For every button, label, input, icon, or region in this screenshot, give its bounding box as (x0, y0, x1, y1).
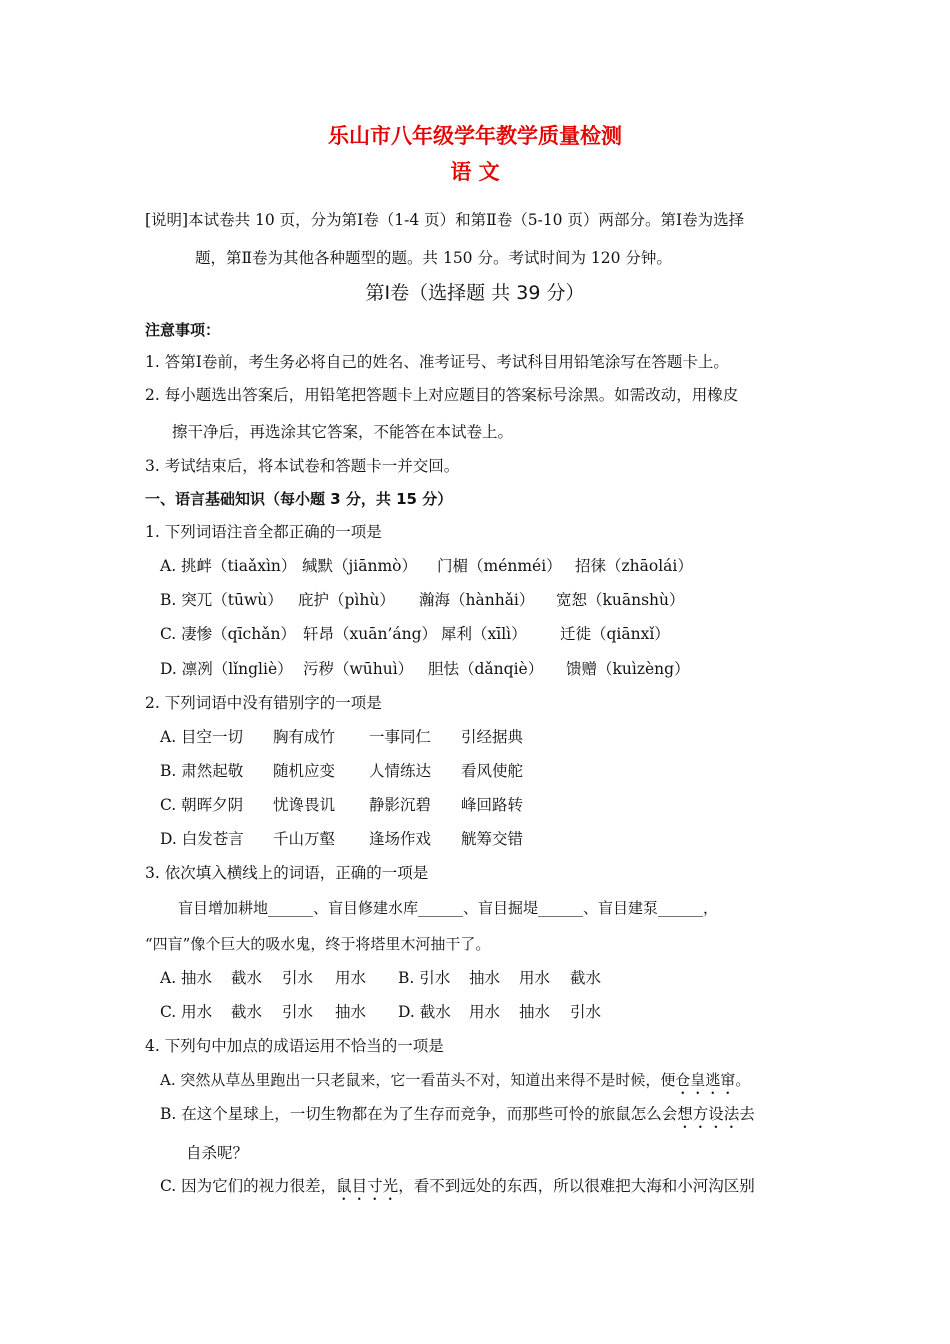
q1-b-4: 宽恕（kuānshù） (556, 591, 685, 609)
q2-d-1: D. 白发苍言 (160, 830, 244, 848)
q2-a-4: 引经据典 (461, 728, 524, 746)
section-title: 第Ⅰ卷（选择题 共 39 分） (365, 282, 585, 304)
q3-opt-d-4: 引水 (570, 1003, 602, 1021)
q2-a-1: A. 目空一切 (160, 728, 244, 746)
q4-a-end: 。 (735, 1071, 751, 1089)
q4-b-idiom: 想方设法 (677, 1105, 740, 1123)
q4-c-text: C. 因为它们的视力很差， (160, 1177, 337, 1195)
q3-opt-b-4: 截水 (570, 969, 602, 987)
q3-passage-1: 盲目增加耕地______、盲目修建水库______、盲目掘堤______、盲目建泵______， (178, 899, 719, 917)
q3-opt-a-3: 引水 (282, 969, 314, 987)
q4-c-idiom: 鼠目寸光 (336, 1177, 399, 1195)
q4-option-c (160, 1176, 755, 1204)
q2-d-4: 觥筹交错 (461, 830, 524, 848)
q2-c-1: C. 朝晖夕阴 (160, 796, 244, 814)
notice-item-2-cont: 擦干净后，再选涂其它答案，不能答在本试卷上。 (172, 423, 514, 441)
q1-d-1: D. 凛冽（lǐngliè） (160, 660, 293, 678)
q4-b-end: 去 (739, 1105, 755, 1123)
q2-d-3: 逢场作戏 (369, 830, 432, 848)
q2-b-4: 看风使舵 (461, 762, 524, 780)
q2-b-1: B. 肃然起敬 (160, 762, 244, 780)
subject-title: 语 文 (450, 160, 500, 184)
part1-heading: 一、语言基础知识（每小题 3 分，共 15 分） (145, 490, 453, 508)
q1-c-2: 轩昂（xuān’áng） (303, 625, 438, 643)
q1-a-2: 缄默（jiānmò） (302, 557, 418, 575)
q3-opt-b-2: 抽水 (469, 969, 501, 987)
q1-a-1: A. 挑衅（tiaǎxìn） (160, 557, 297, 575)
q1-b-2: 庇护（pìhù） (298, 591, 395, 609)
q1-c-1: C. 凄惨（qīchǎn） (160, 625, 296, 643)
q2-a-3: 一事同仁 (369, 728, 432, 746)
q1-d-2: 污秽（wūhuì） (303, 660, 414, 678)
q3-opt-c-3: 引水 (282, 1003, 314, 1021)
q1-d-4: 馈赠（kuìzèng） (566, 660, 690, 678)
q1-a-3: 门楣（ménméi） (437, 557, 562, 575)
q1-d-3: 胆怯（dǎnqiè） (428, 660, 544, 678)
q3-opt-b-3: 用水 (519, 969, 551, 987)
q1-c-3: 犀利（xīlì） (441, 625, 527, 643)
q3-opt-d-1: D. 截水 (398, 1003, 451, 1021)
q4-option-b-cont: 自杀呢？ (186, 1144, 249, 1162)
q3-opt-d-2: 用水 (469, 1003, 501, 1021)
q3-opt-c-4: 抽水 (335, 1003, 367, 1021)
exam-title: 乐山市八年级学年教学质量检测 (328, 124, 622, 148)
q4-a-text: A. 突然从草丛里跑出一只老鼠来，它一看苗头不对，知道出来得不是时候，便 (160, 1071, 676, 1089)
q1-b-3: 瀚海（hànhǎi） (419, 591, 535, 609)
q3-opt-a-2: 截水 (231, 969, 263, 987)
q4-b-text: B. 在这个星球上，一切生物都在为了生存而竞争，而那些可怜的旅鼠怎么会 (160, 1105, 678, 1123)
q4-c-end: ，看不到远处的东西，所以很难把大海和小河沟区别 (398, 1177, 755, 1195)
q3-opt-c-2: 截水 (231, 1003, 263, 1021)
q2-stem: 2. 下列词语中没有错别字的一项是 (145, 694, 382, 712)
q2-b-2: 随机应变 (273, 762, 336, 780)
q3-opt-c-1: C. 用水 (160, 1003, 213, 1021)
intro-line-1: [说明]本试卷共 10 页，分为第Ⅰ卷（1-4 页）和第Ⅱ卷（5-10 页）两部分。第Ⅰ卷为选择 (145, 211, 745, 229)
notice-item-2: 2. 每小题选出答案后，用铅笔把答题卡上对应题目的答案标号涂黑。如需改动，用橡皮 (145, 386, 739, 404)
q3-stem: 3. 依次填入横线上的词语，正确的一项是 (145, 864, 429, 882)
q3-opt-a-4: 用水 (335, 969, 367, 987)
q3-opt-b-1: B. 引水 (398, 969, 451, 987)
intro-line-2: 题，第Ⅱ卷为其他各种题型的题。共 150 分。考试时间为 120 分钟。 (195, 249, 672, 267)
q2-a-2: 胸有成竹 (273, 728, 336, 746)
q2-c-2: 忧谗畏讥 (273, 796, 336, 814)
notice-heading: 注意事项： (145, 321, 221, 339)
q1-stem: 1. 下列词语注音全都正确的一项是 (145, 523, 382, 541)
q4-stem: 4. 下列句中加点的成语运用不恰当的一项是 (145, 1037, 444, 1055)
q1-a-4: 招徕（zhāolái） (575, 557, 693, 575)
q2-c-3: 静影沉碧 (369, 796, 432, 814)
q1-b-1: B. 突兀（tūwù） (160, 591, 283, 609)
q2-d-2: 千山万壑 (273, 830, 336, 848)
q1-c-4: 迁徙（qiānxǐ） (560, 625, 670, 643)
q2-c-4: 峰回路转 (461, 796, 524, 814)
notice-item-3: 3. 考试结束后，将本试卷和答题卡一并交回。 (145, 457, 460, 475)
q4-option-a (160, 1070, 750, 1098)
q3-opt-d-3: 抽水 (519, 1003, 551, 1021)
q2-b-3: 人情练达 (369, 762, 432, 780)
notice-item-1: 1. 答第Ⅰ卷前，考生务必将自己的姓名、准考证号、考试科目用铅笔涂写在答题卡上。 (145, 353, 729, 371)
q3-opt-a-1: A. 抽水 (160, 969, 213, 987)
q4-option-b (160, 1104, 755, 1132)
q3-passage-2: “四盲”像个巨大的吸水鬼，终于将塔里木河抽干了。 (145, 935, 491, 953)
q4-a-idiom: 仓皇逃窜 (675, 1071, 736, 1089)
